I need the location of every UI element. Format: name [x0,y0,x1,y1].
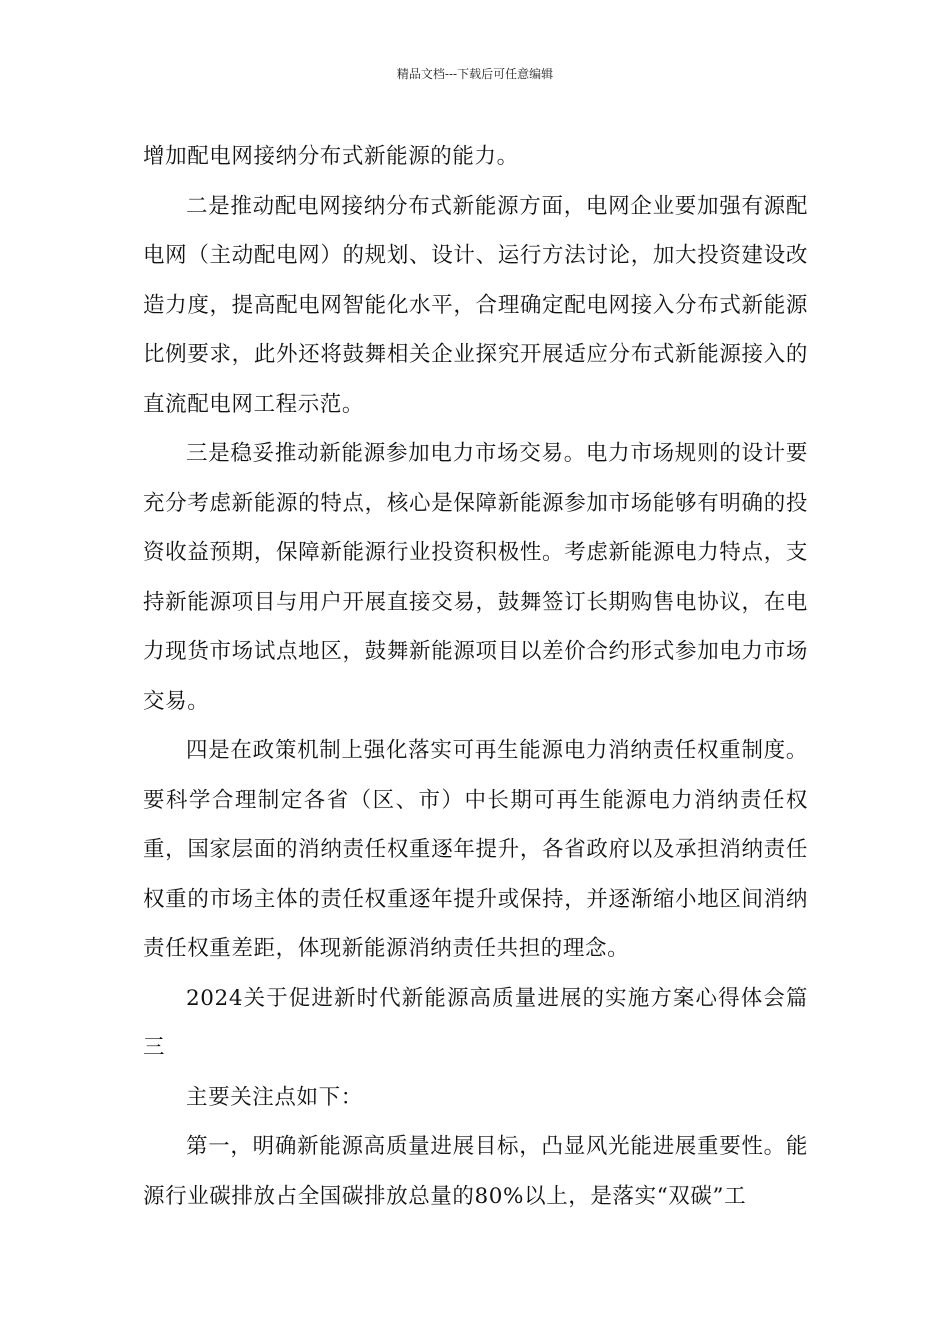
paragraph: 第一，明确新能源高质量进展目标，凸显风光能进展重要性。能源行业碳排放占全国碳排放总量的80%以上，是落实“双碳”工 [143,1134,808,1209]
header-text: 精品文档---下载后可任意编辑 [396,67,554,81]
page-header [0,66,950,82]
paragraph: 2024关于促进新时代新能源高质量进展的实施方案心得体会篇三 [143,985,808,1060]
paragraph: 增加配电网接纳分布式新能源的能力。 [143,144,519,169]
paragraph: 四是在政策机制上强化落实可再生能源电力消纳责任权重制度。要科学合理制定各省（区、市）中长期可再生能源电力消纳责任权重，国家层面的消纳责任权重逐年提升，各省政府以及承担消纳责任权重的市场主体的责任权重逐年提升或保持，并逐渐缩小地区间消纳责任权重差距，体现新能源消纳责任共担的理念。 [143,738,808,961]
document-body [143,132,808,1221]
paragraph: 三是稳妥推动新能源参加电力市场交易。电力市场规则的设计要充分考虑新能源的特点，核心是保障新能源参加市场能够有明确的投资收益预期，保障新能源行业投资积极性。考虑新能源电力特点，支持新能源项目与用户开展直接交易，鼓舞签订长期购售电协议，在电力现货市场试点地区，鼓舞新能源项目以差价合约形式参加电力市场交易。 [143,441,808,714]
paragraph: 主要关注点如下： [186,1084,363,1110]
paragraph: 二是推动配电网接纳分布式新能源方面，电网企业要加强有源配电网（主动配电网）的规划、设计、运行方法讨论，加大投资建设改造力度，提高配电网智能化水平，合理确定配电网接入分布式新能源比例要求，此外还将鼓舞相关企业探究开展适应分布式新能源接入的直流配电网工程示范。 [143,193,808,417]
